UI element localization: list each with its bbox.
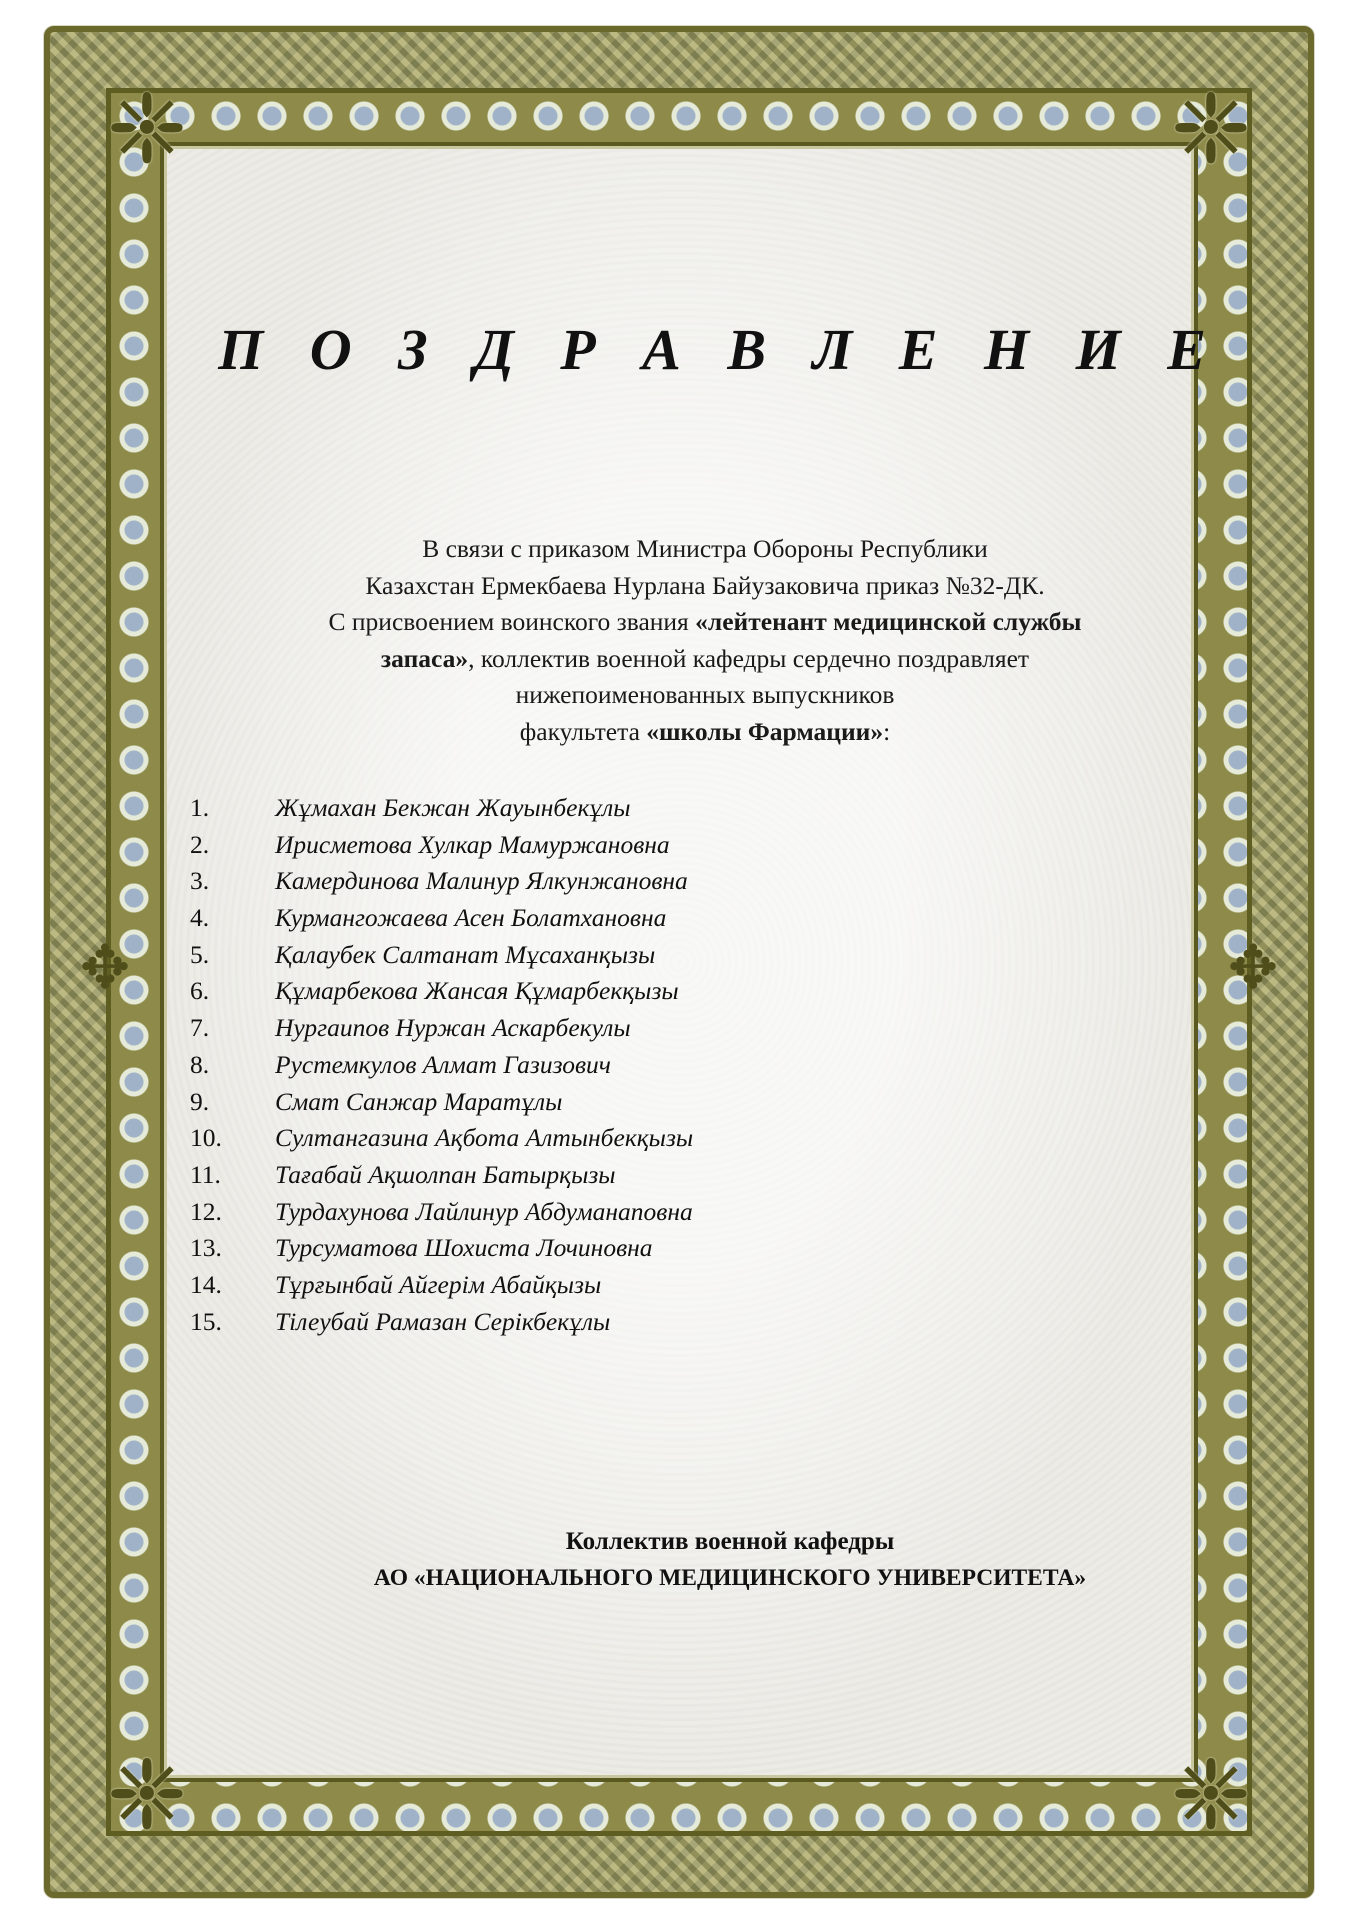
list-number: 7. [190,1013,210,1043]
list-number: 14. [190,1269,222,1299]
graduates-list [190,790,1090,1340]
intro-line [190,641,1220,678]
celtic-knot-corner-icon: ❈ [1170,1739,1252,1851]
graduate-name: Султангазина Ақбота Алтынбекқызы [275,1123,694,1153]
graduate-name: Ирисметова Хулкар Мамуржановна [275,829,670,859]
list-number: 12. [190,1196,222,1226]
celtic-knot-side-icon: ✥ [79,933,131,1003]
signature-line-2: АО «НАЦИОНАЛЬНОГО МЕДИЦИНСКОГО УНИВЕРСИТЕТА» [373,1565,1087,1591]
list-number: 15. [190,1306,222,1336]
graduate-name: Рустемкулов Алмат Газизович [275,1049,611,1079]
list-item [190,1267,1090,1304]
intro-line: нижепоименованных выпускников [515,680,895,709]
list-number: 5. [190,939,210,969]
graduate-name: Нургаипов Нуржан Аскарбекулы [275,1013,631,1043]
list-number: 1. [190,793,210,822]
list-item [190,900,1090,937]
intro-line: Казахстан Ермекбаева Нурлана Байузаковича приказ №32-ДК. [365,570,1045,600]
page-title: П О З Д Р А В Л Е Н И Е [218,317,1222,382]
list-number: 13. [190,1233,222,1263]
list-item [190,937,1090,974]
list-number: 2. [190,829,210,859]
intro-line [190,714,1220,751]
list-number: 6. [190,976,210,1006]
faculty-name: «школы Фармации» [646,716,884,746]
intro-line: В связи с приказом Министра Обороны Республики [422,534,988,563]
graduate-name: Жұмахан Бекжан Жауынбекұлы [275,793,631,822]
list-item [190,1230,1090,1267]
list-item [190,973,1090,1010]
intro-paragraph [190,531,1220,750]
list-item [190,1084,1090,1121]
celtic-knot-corner-icon: ❈ [106,1739,188,1851]
celtic-knot-corner-icon: ❈ [1170,73,1252,185]
graduate-name: Камердинова Малинур Ялкунжановна [275,866,688,896]
list-number: 8. [190,1049,210,1079]
list-number: 9. [190,1086,210,1116]
graduate-name: Турдахунова Лайлинур Абдуманаповна [275,1196,693,1226]
list-number: 4. [190,903,210,933]
rank-title: «лейтенант медицинской службы [695,607,1082,636]
list-number: 10. [190,1123,222,1153]
graduate-name: Құмарбекова Жансая Құмарбекқызы [275,976,679,1006]
graduate-name: Тілеубай Рамазан Серікбекұлы [275,1306,611,1336]
list-item [190,1010,1090,1047]
graduate-name: Турсуматова Шохиста Лочиновна [275,1233,653,1263]
list-item [190,863,1090,900]
graduate-name: Смат Санжар Маратұлы [275,1086,563,1116]
signature-line-1: Коллектив военной кафедры [565,1528,895,1555]
intro-text: С присвоением воинского звания [328,607,696,636]
celtic-knot-corner-icon: ❈ [106,73,188,185]
rank-title-end: запаса» [380,643,469,673]
list-item [190,1047,1090,1084]
graduate-name: Қалаубек Салтанат Мұсаханқызы [275,939,656,969]
list-item [190,1194,1090,1231]
list-item [190,1304,1090,1341]
list-number: 3. [190,866,210,896]
intro-line [190,604,1220,641]
list-number: 11. [190,1159,221,1189]
graduate-name: Тағабай Ақшолпан Батырқызы [275,1159,616,1189]
signature-block [250,1524,1210,1596]
graduate-name: Тұрғынбай Айгерім Абайқызы [275,1269,602,1299]
celtic-knot-side-icon: ✥ [1227,933,1279,1003]
list-item [190,1120,1090,1157]
list-item [190,827,1090,864]
intro-text: : [883,716,891,746]
list-item [190,1157,1090,1194]
intro-text: , коллектив военной кафедры сердечно поздравляет [468,643,1030,673]
list-item [190,790,1090,827]
graduate-name: Курмангожаева Асен Болатхановна [275,903,667,933]
intro-text: факультета [519,716,647,746]
